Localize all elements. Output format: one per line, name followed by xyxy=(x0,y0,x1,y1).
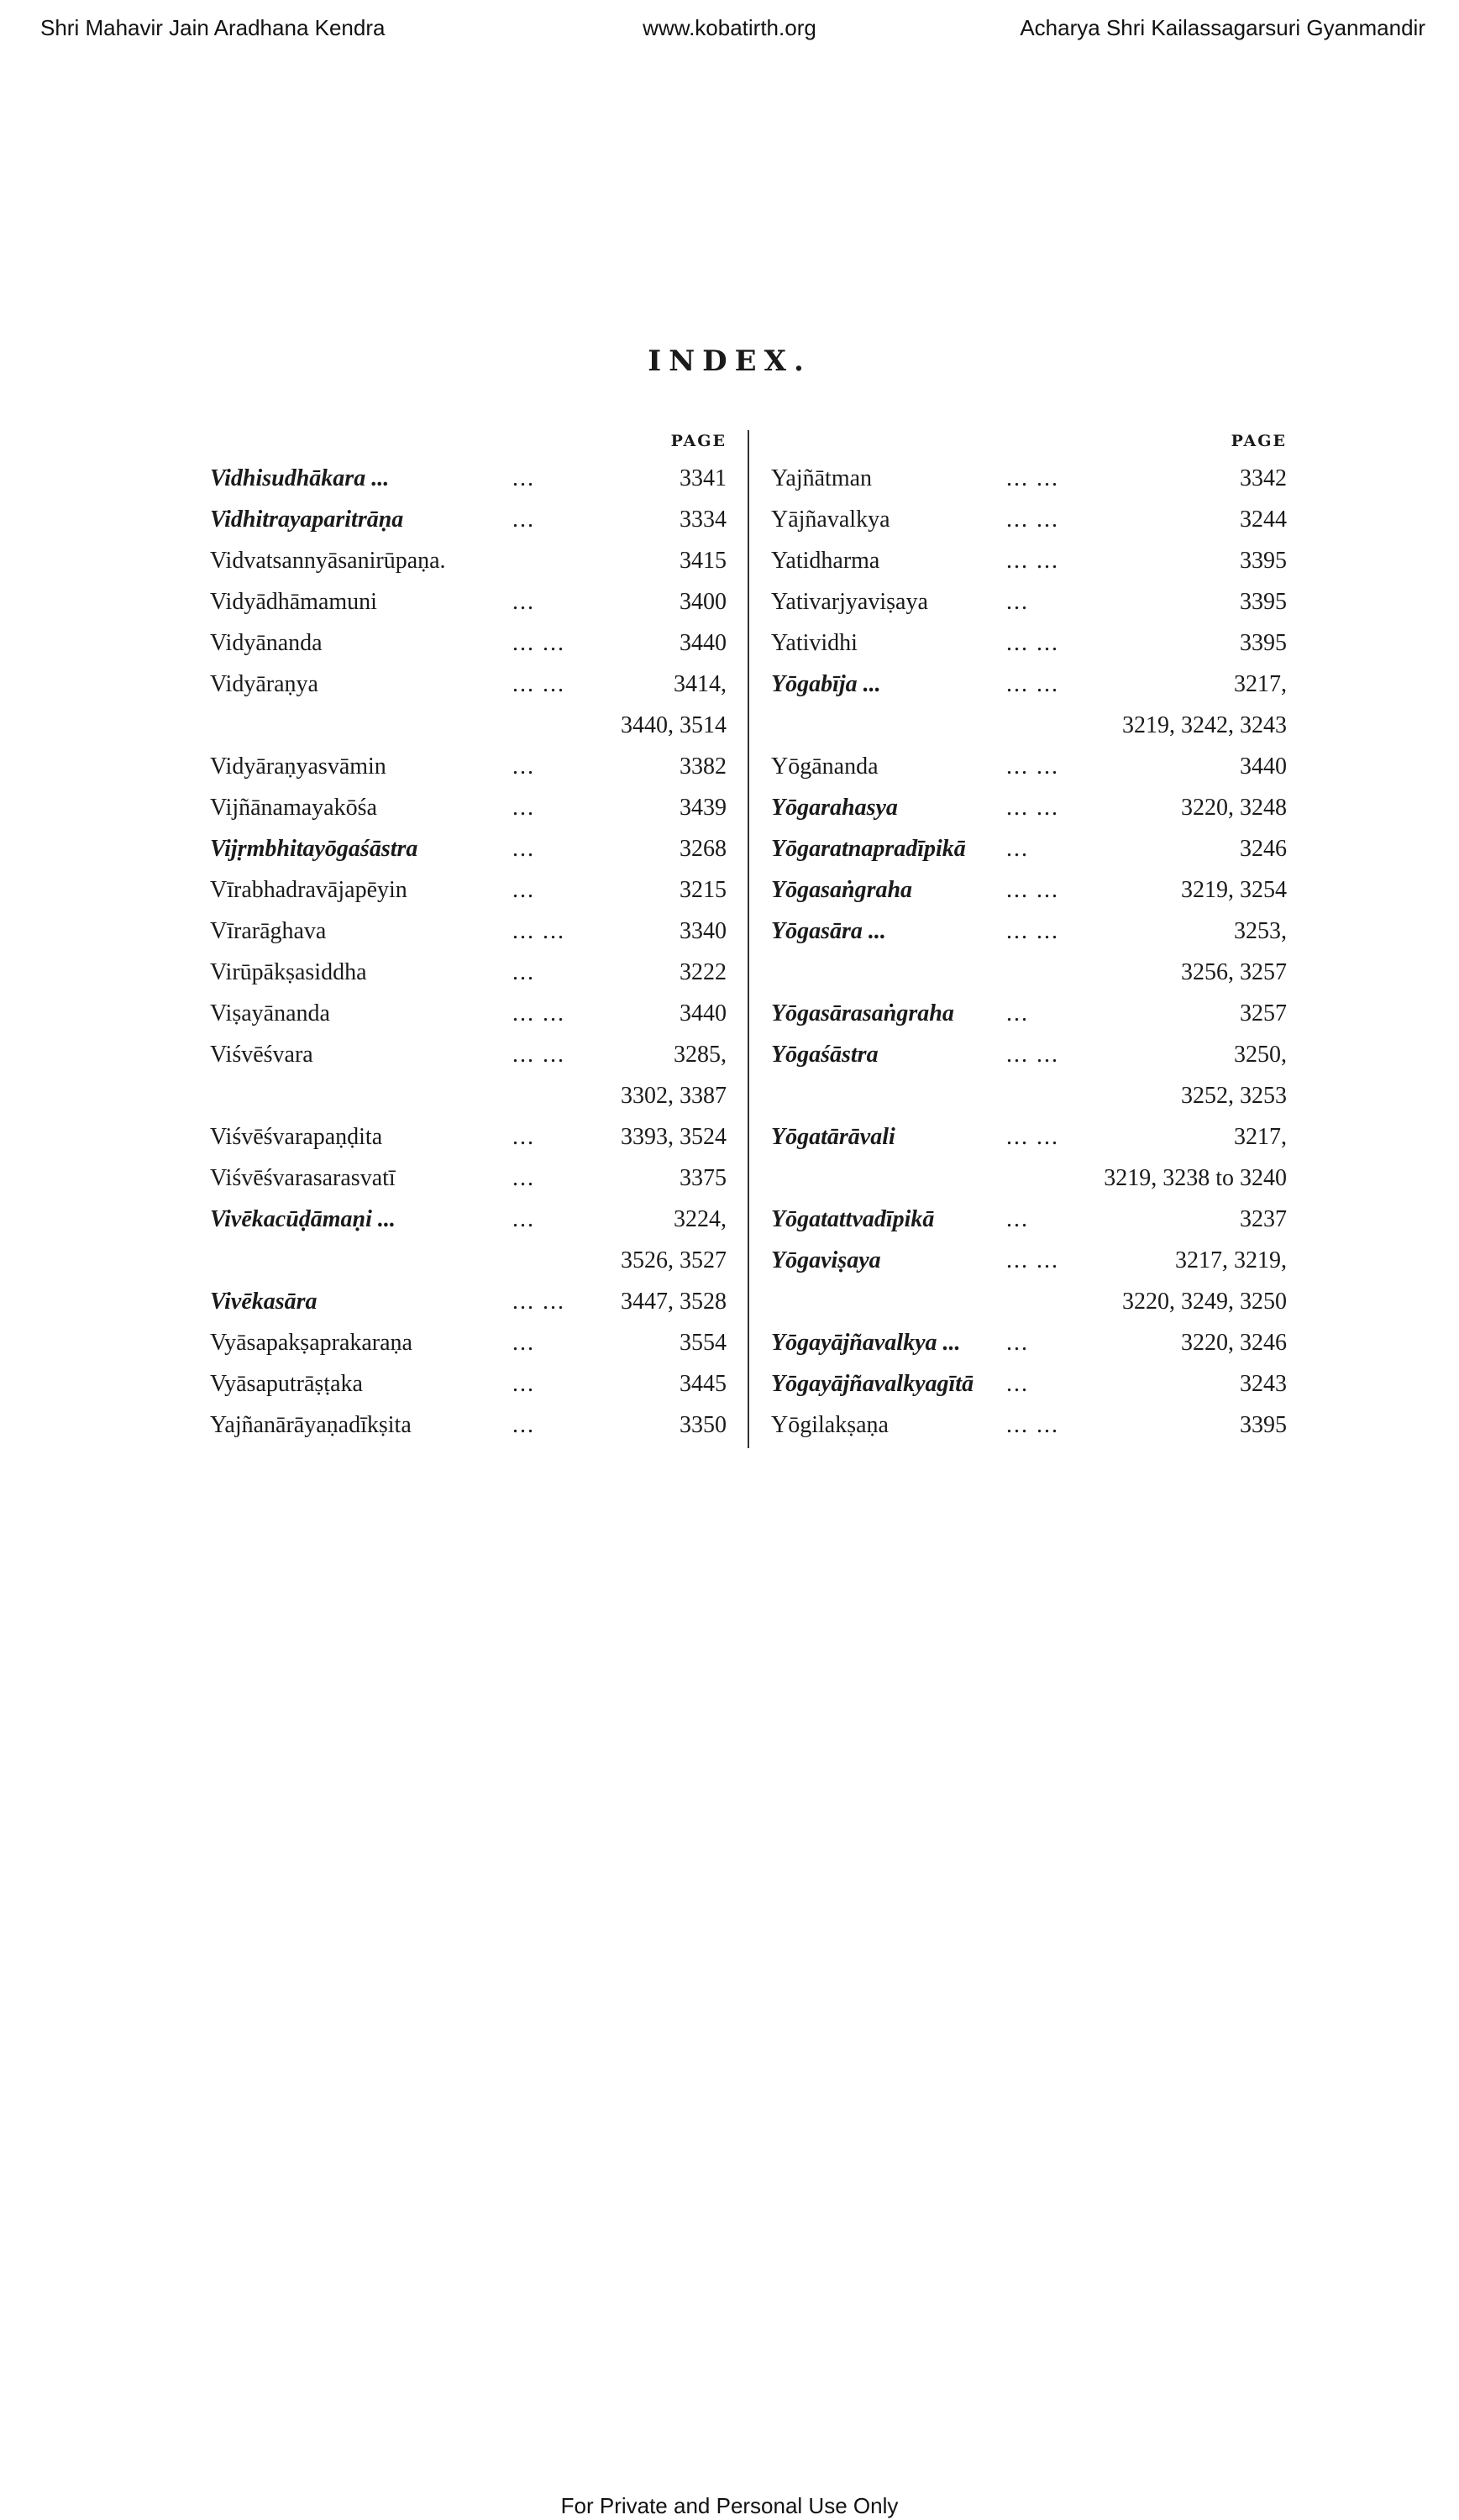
entry-page-numbers: 3341 xyxy=(680,465,727,491)
index-entry xyxy=(771,1035,1287,1076)
entry-page-numbers: 3554 xyxy=(680,1330,727,1356)
footer-text: For Private and Personal Use Only xyxy=(560,2493,899,2518)
entry-page-numbers: 3395 xyxy=(1240,548,1287,574)
index-entry xyxy=(210,1364,727,1405)
leader-dots: ... xyxy=(1006,589,1029,615)
entry-page-numbers: 3220, 3248 xyxy=(1181,795,1287,821)
leader-dots: ... xyxy=(512,589,535,615)
entry-title: Vīrarāghava xyxy=(210,918,327,944)
entry-title: Viśvēśvarasarasvatī xyxy=(210,1165,396,1191)
leader-dots: ... ... xyxy=(1006,507,1059,533)
index-entry xyxy=(210,1117,727,1158)
entry-title: Yajñanārāyaṇadīkṣita xyxy=(210,1412,412,1438)
entry-title: Yatidharma xyxy=(771,548,880,574)
entry-title: Yōgatārāvali xyxy=(771,1124,895,1150)
entry-page-numbers: 3350 xyxy=(680,1412,727,1438)
entry-title: Yōgasārasaṅgraha xyxy=(771,1000,954,1026)
entry-page-numbers: 3334 xyxy=(680,507,727,533)
index-column-right xyxy=(771,420,1287,1446)
entry-page-numbers: 3244 xyxy=(1240,507,1287,533)
leader-dots: ... ... xyxy=(512,630,565,656)
entry-title: Yājñavalkya xyxy=(771,507,890,533)
index-entry xyxy=(771,911,1287,953)
entry-title: Vīrabhadravājapēyin xyxy=(210,877,407,903)
index-entry xyxy=(210,788,727,829)
entry-title: Vidyādhāmamuni xyxy=(210,589,377,615)
entry-title: Viṣayānanda xyxy=(210,1000,330,1026)
leader-dots: ... xyxy=(1006,836,1029,862)
entry-page-numbers: 3526, 3527 xyxy=(621,1247,727,1273)
entry-title: Yōgaśāstra xyxy=(771,1042,879,1068)
entry-title: Yōgaviṣaya xyxy=(771,1247,881,1273)
entry-page-numbers: 3439 xyxy=(680,795,727,821)
index-entry xyxy=(210,1405,727,1446)
index-entries-right xyxy=(771,459,1287,1446)
entry-page-numbers: 3250, xyxy=(1234,1042,1287,1068)
index-entry xyxy=(210,870,727,911)
entry-title: Vyāsapakṣaprakaraṇa xyxy=(210,1330,412,1356)
entry-title: Yatividhi xyxy=(771,630,858,656)
entry-title: Vidyāraṇya xyxy=(210,671,318,697)
entry-page-numbers: 3340 xyxy=(680,918,727,944)
entry-page-numbers: 3400 xyxy=(680,589,727,615)
entry-page-numbers: 3440, 3514 xyxy=(621,712,727,738)
header-center-url: www.kobatirth.org xyxy=(643,15,816,40)
header-right-text: Acharya Shri Kailassagarsuri Gyanmandir xyxy=(1020,15,1425,40)
index-entry xyxy=(210,582,727,623)
leader-dots: ... xyxy=(512,1206,535,1232)
index-entry xyxy=(210,953,727,994)
leader-dots: ... xyxy=(1006,1000,1029,1026)
entry-title: Viśvēśvarapaṇḍita xyxy=(210,1124,383,1150)
entry-page-numbers: 3257 xyxy=(1240,1000,1287,1026)
index-entry xyxy=(771,788,1287,829)
leader-dots: ... ... xyxy=(1006,877,1059,903)
entry-page-numbers: 3395 xyxy=(1240,1412,1287,1438)
page-title: INDEX. xyxy=(648,344,811,378)
entry-title: Yōgayājñavalkyagītā xyxy=(771,1371,974,1397)
entry-title: Yōgasaṅgraha xyxy=(771,877,913,903)
index-entry xyxy=(771,1405,1287,1446)
leader-dots: ... xyxy=(512,507,535,533)
index-entry xyxy=(210,1241,727,1282)
entry-page-numbers: 3382 xyxy=(680,753,727,780)
entry-page-numbers: 3224, xyxy=(674,1206,727,1232)
entry-title: Yōgayājñavalkya ... xyxy=(771,1330,961,1356)
leader-dots: ... ... xyxy=(1006,1042,1059,1068)
header-left-text: Shri Mahavir Jain Aradhana Kendra xyxy=(40,15,386,40)
index-entry xyxy=(771,500,1287,541)
entry-page-numbers: 3253, xyxy=(1234,918,1287,944)
leader-dots: ... ... xyxy=(512,1289,565,1315)
entry-page-numbers: 3219, 3242, 3243 xyxy=(1122,712,1287,738)
entry-page-numbers: 3393, 3524 xyxy=(621,1124,727,1150)
index-entry xyxy=(210,911,727,953)
index-entry xyxy=(210,541,727,582)
entry-page-numbers: 3215 xyxy=(680,877,727,903)
leader-dots: ... xyxy=(512,1165,535,1191)
page-column-heading: PAGE xyxy=(1231,432,1287,450)
entry-page-numbers: 3222 xyxy=(680,959,727,985)
index-entry xyxy=(210,500,727,541)
leader-dots: ... xyxy=(512,795,535,821)
entry-title: Vidyāraṇyasvāmin xyxy=(210,753,386,780)
index-entry xyxy=(210,994,727,1035)
index-entry xyxy=(771,1117,1287,1158)
entry-page-numbers: 3252, 3253 xyxy=(1181,1083,1287,1109)
leader-dots: ... ... xyxy=(1006,465,1059,491)
entry-title: Yōgaratnapradīpikā xyxy=(771,836,966,862)
entry-page-numbers: 3342 xyxy=(1240,465,1287,491)
index-entry xyxy=(771,1364,1287,1405)
entry-title: Vivēkasāra xyxy=(210,1289,318,1315)
entry-page-numbers: 3220, 3249, 3250 xyxy=(1122,1289,1287,1315)
index-entry xyxy=(771,994,1287,1035)
entry-title: Virūpākṣasiddha xyxy=(210,959,367,985)
entry-page-numbers: 3440 xyxy=(680,1000,727,1026)
index-entry xyxy=(771,870,1287,911)
leader-dots: ... xyxy=(512,1124,535,1150)
entry-title: Yativarjyaviṣaya xyxy=(771,589,928,615)
entry-page-numbers: 3217, xyxy=(1234,671,1287,697)
leader-dots: ... xyxy=(512,1330,535,1356)
leader-dots: ... ... xyxy=(512,1000,565,1026)
entry-title: Yōgasāra ... xyxy=(771,918,886,944)
index-entry xyxy=(771,1076,1287,1117)
index-entry xyxy=(210,459,727,500)
index-entry xyxy=(771,623,1287,664)
index-entry xyxy=(210,747,727,788)
entry-page-numbers: 3217, xyxy=(1234,1124,1287,1150)
entry-page-numbers: 3219, 3238 to 3240 xyxy=(1104,1165,1287,1191)
entry-title: Yōgatattvadīpikā xyxy=(771,1206,935,1232)
column-divider xyxy=(748,430,749,1448)
leader-dots: ... ... xyxy=(1006,630,1059,656)
entry-title: Vijṛmbhitayōgaśāstra xyxy=(210,836,418,862)
entry-page-numbers: 3285, xyxy=(674,1042,727,1068)
index-entry xyxy=(771,1323,1287,1364)
entry-page-numbers: 3246 xyxy=(1240,836,1287,862)
index-entry xyxy=(771,582,1287,623)
leader-dots: ... xyxy=(512,753,535,780)
index-entry xyxy=(771,829,1287,870)
entry-title: Vidhisudhākara ... xyxy=(210,465,390,491)
entry-page-numbers: 3395 xyxy=(1240,589,1287,615)
index-entry xyxy=(210,1323,727,1364)
leader-dots: ... ... xyxy=(1006,1412,1059,1438)
entry-page-numbers: 3268 xyxy=(680,836,727,862)
index-entry xyxy=(771,706,1287,747)
index-entry xyxy=(210,829,727,870)
leader-dots: ... ... xyxy=(512,1042,565,1068)
entry-page-numbers: 3219, 3254 xyxy=(1181,877,1287,903)
entry-page-numbers: 3217, 3219, xyxy=(1175,1247,1287,1273)
leader-dots: ... xyxy=(512,836,535,862)
index-entry xyxy=(210,1035,727,1076)
entry-page-numbers: 3256, 3257 xyxy=(1181,959,1287,985)
entry-title: Viśvēśvara xyxy=(210,1042,313,1068)
leader-dots: ... ... xyxy=(512,918,565,944)
leader-dots: ... xyxy=(512,959,535,985)
leader-dots: ... xyxy=(512,465,535,491)
index-entry xyxy=(771,664,1287,706)
index-entry xyxy=(771,1200,1287,1241)
index-column-left xyxy=(210,420,727,1446)
leader-dots: ... xyxy=(1006,1371,1029,1397)
page-column-heading: PAGE xyxy=(670,432,727,450)
index-entry xyxy=(210,706,727,747)
index-entry xyxy=(210,1076,727,1117)
leader-dots: ... xyxy=(512,1371,535,1397)
entry-title: Yōgabīja ... xyxy=(771,671,881,697)
entry-page-numbers: 3237 xyxy=(1240,1206,1287,1232)
leader-dots: ... ... xyxy=(1006,918,1059,944)
leader-dots: ... xyxy=(512,1412,535,1438)
index-entry xyxy=(771,1158,1287,1200)
index-entry xyxy=(771,1241,1287,1282)
entry-title: Vidvatsannyāsanirūpaṇa. xyxy=(210,548,446,574)
entry-page-numbers: 3395 xyxy=(1240,630,1287,656)
index-entry xyxy=(771,1282,1287,1323)
index-entry xyxy=(771,541,1287,582)
entry-page-numbers: 3445 xyxy=(680,1371,727,1397)
leader-dots: ... ... xyxy=(1006,1247,1059,1273)
entry-title: Vyāsaputrāṣṭaka xyxy=(210,1371,363,1397)
index-entry xyxy=(210,1200,727,1241)
leader-dots: ... xyxy=(512,877,535,903)
leader-dots: ... xyxy=(1006,1206,1029,1232)
leader-dots: ... ... xyxy=(1006,753,1059,780)
entry-page-numbers: 3302, 3387 xyxy=(621,1083,727,1109)
entry-page-numbers: 3243 xyxy=(1240,1371,1287,1397)
entry-title: Yōgānanda xyxy=(771,753,879,780)
entry-page-numbers: 3414, xyxy=(674,671,727,697)
leader-dots: ... ... xyxy=(512,671,565,697)
entry-page-numbers: 3220, 3246 xyxy=(1181,1330,1287,1356)
leader-dots: ... xyxy=(1006,1330,1029,1356)
entry-title: Yajñātman xyxy=(771,465,873,491)
entry-title: Vivēkacūḍāmaṇi ... xyxy=(210,1206,396,1232)
entry-title: Vidyānanda xyxy=(210,630,323,656)
index-entry xyxy=(210,623,727,664)
leader-dots: ... ... xyxy=(1006,1124,1059,1150)
index-entry xyxy=(771,459,1287,500)
entry-page-numbers: 3440 xyxy=(680,630,727,656)
leader-dots: ... ... xyxy=(1006,548,1059,574)
index-entry xyxy=(771,953,1287,994)
index-entry xyxy=(210,664,727,706)
entry-title: Yōgilakṣaṇa xyxy=(771,1412,889,1438)
entry-page-numbers: 3415 xyxy=(680,548,727,574)
leader-dots: ... ... xyxy=(1006,795,1059,821)
entry-page-numbers: 3440 xyxy=(1240,753,1287,780)
leader-dots: ... ... xyxy=(1006,671,1059,697)
entry-title: Vidhitrayaparitrāṇa xyxy=(210,507,404,533)
index-entries-left xyxy=(210,459,727,1446)
entry-title: Vijñānamayakōśa xyxy=(210,795,377,821)
index-entry xyxy=(771,747,1287,788)
index-entry xyxy=(210,1282,727,1323)
entry-page-numbers: 3375 xyxy=(680,1165,727,1191)
entry-page-numbers: 3447, 3528 xyxy=(621,1289,727,1315)
index-entry xyxy=(210,1158,727,1200)
entry-title: Yōgarahasya xyxy=(771,795,898,821)
